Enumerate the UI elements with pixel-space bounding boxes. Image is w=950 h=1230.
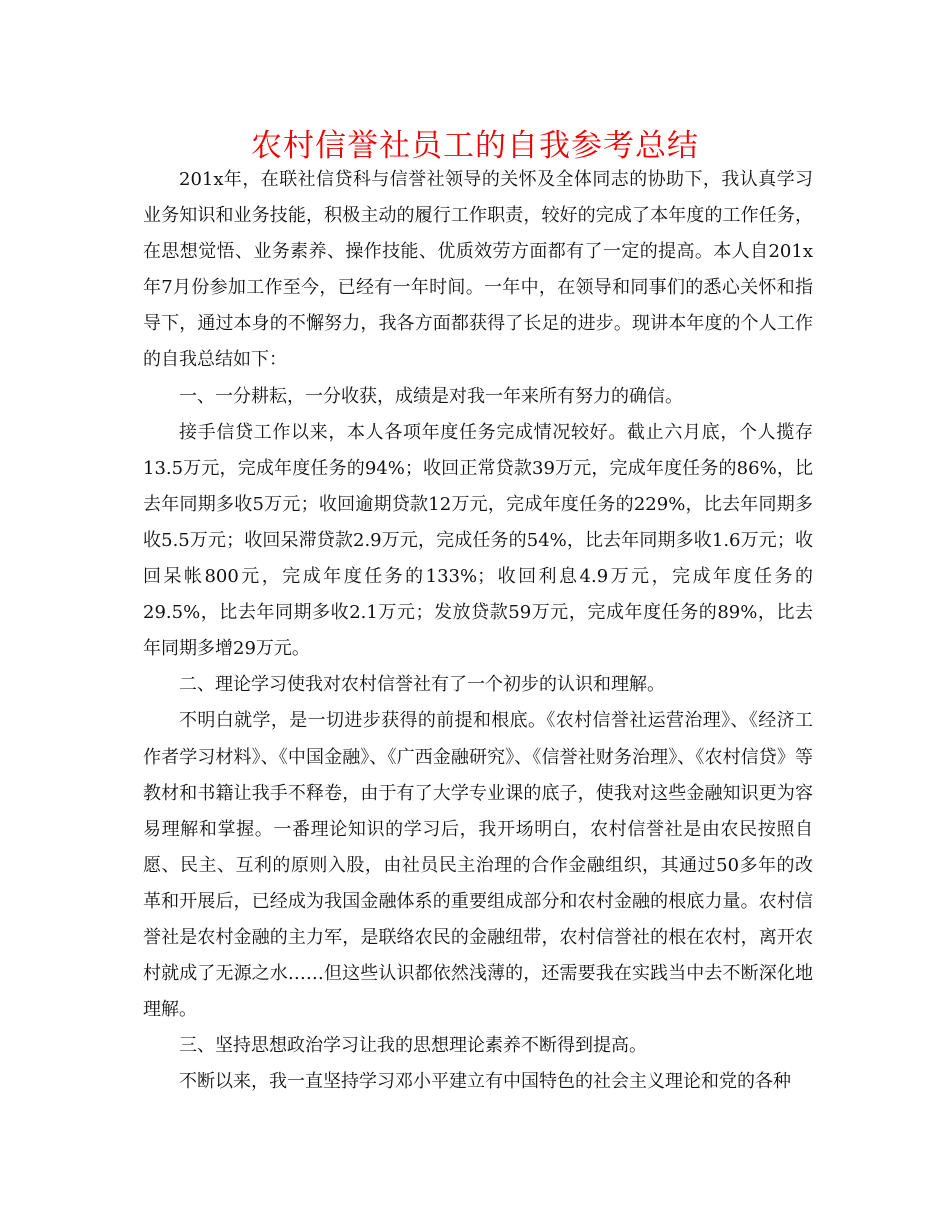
paragraph-intro: 201x年，在联社信贷科与信誉社领导的关怀及全体同志的协助下，我认真学习业务知识和业务技能，积极主动的履行工作职责，较好的完成了本年度的工作任务，在思想觉悟、业务素养、操作技能、优质效劳方面都有了一定的提高。本人自201x年7月份参加工作至今，已经有一年时间。一年中，在领导和同事们的悉心关怀和指导下，通过本身的不懈努力，我各方面都获得了长足的进步。现讲本年度的个人工作的自我总结如下： — [143, 169, 813, 371]
paragraph-theory-study: 不明白就学，是一切进步获得的前提和根底。《农村信誉社运营治理》、《经济工作者学习材料》、《中国金融》、《广西金融研究》、《信誉社财务治理》、《农村信贷》等教材和书籍让我手不释卷，由于有了大学专业课的底子，使我对这些金融知识更为容易理解和掌握。一番理论知识的学习后，我开场明白，农村信誉社是由农民按照自愿、民主、互利的原则入股，由社员民主治理的合作金融组织，其通过50多年的改革和开展后，已经成为我国金融体系的重要组成部分和农村金融的根底力量。农村信誉社是农村金融的主力军，是联络农民的金融纽带，农村信誉社的根在农村，离开农村就成了无源之水……但这些认识都依然浅薄的，还需要我在实践当中去不断深化地理解。 — [143, 710, 813, 1021]
paragraph-political-study: 不断以来，我一直坚持学习邓小平建立有中国特色的社会主义理论和党的各种 — [179, 1071, 791, 1093]
paragraph-performance: 接手信贷工作以来，本人各项年度任务完成情况较好。截止六月底，个人揽存13.5万元，完成年度任务的94%；收回正常贷款39万元，完成年度任务的86%，比去年同期多收5万元；收回逾期贷款12万元，完成年度任务的229%，比去年同期多收5.5万元；收回呆滞贷款2.9万元，完成任务的54%，比去年同期多收1.6万元；收回呆帐800元，完成年度任务的133%；收回利息4.9万元，完成年度任务的29.5%，比去年同期多收2.1万元；发放贷款59万元，完成年度任务的89%，比去年同期多增29万元。 — [143, 421, 813, 660]
section-heading-1: 一、一分耕耘，一分收获，成绩是对我一年来所有努力的确信。 — [179, 385, 683, 407]
document-body — [143, 162, 813, 1100]
section-heading-3: 三、坚持思想政治学习让我的思想理论素养不断得到提高。 — [179, 1035, 647, 1057]
document-title: 农村信誉社员工的自我参考总结 — [251, 128, 699, 164]
section-heading-2: 二、理论学习使我对农村信誉社有了一个初步的认识和理解。 — [179, 674, 665, 696]
